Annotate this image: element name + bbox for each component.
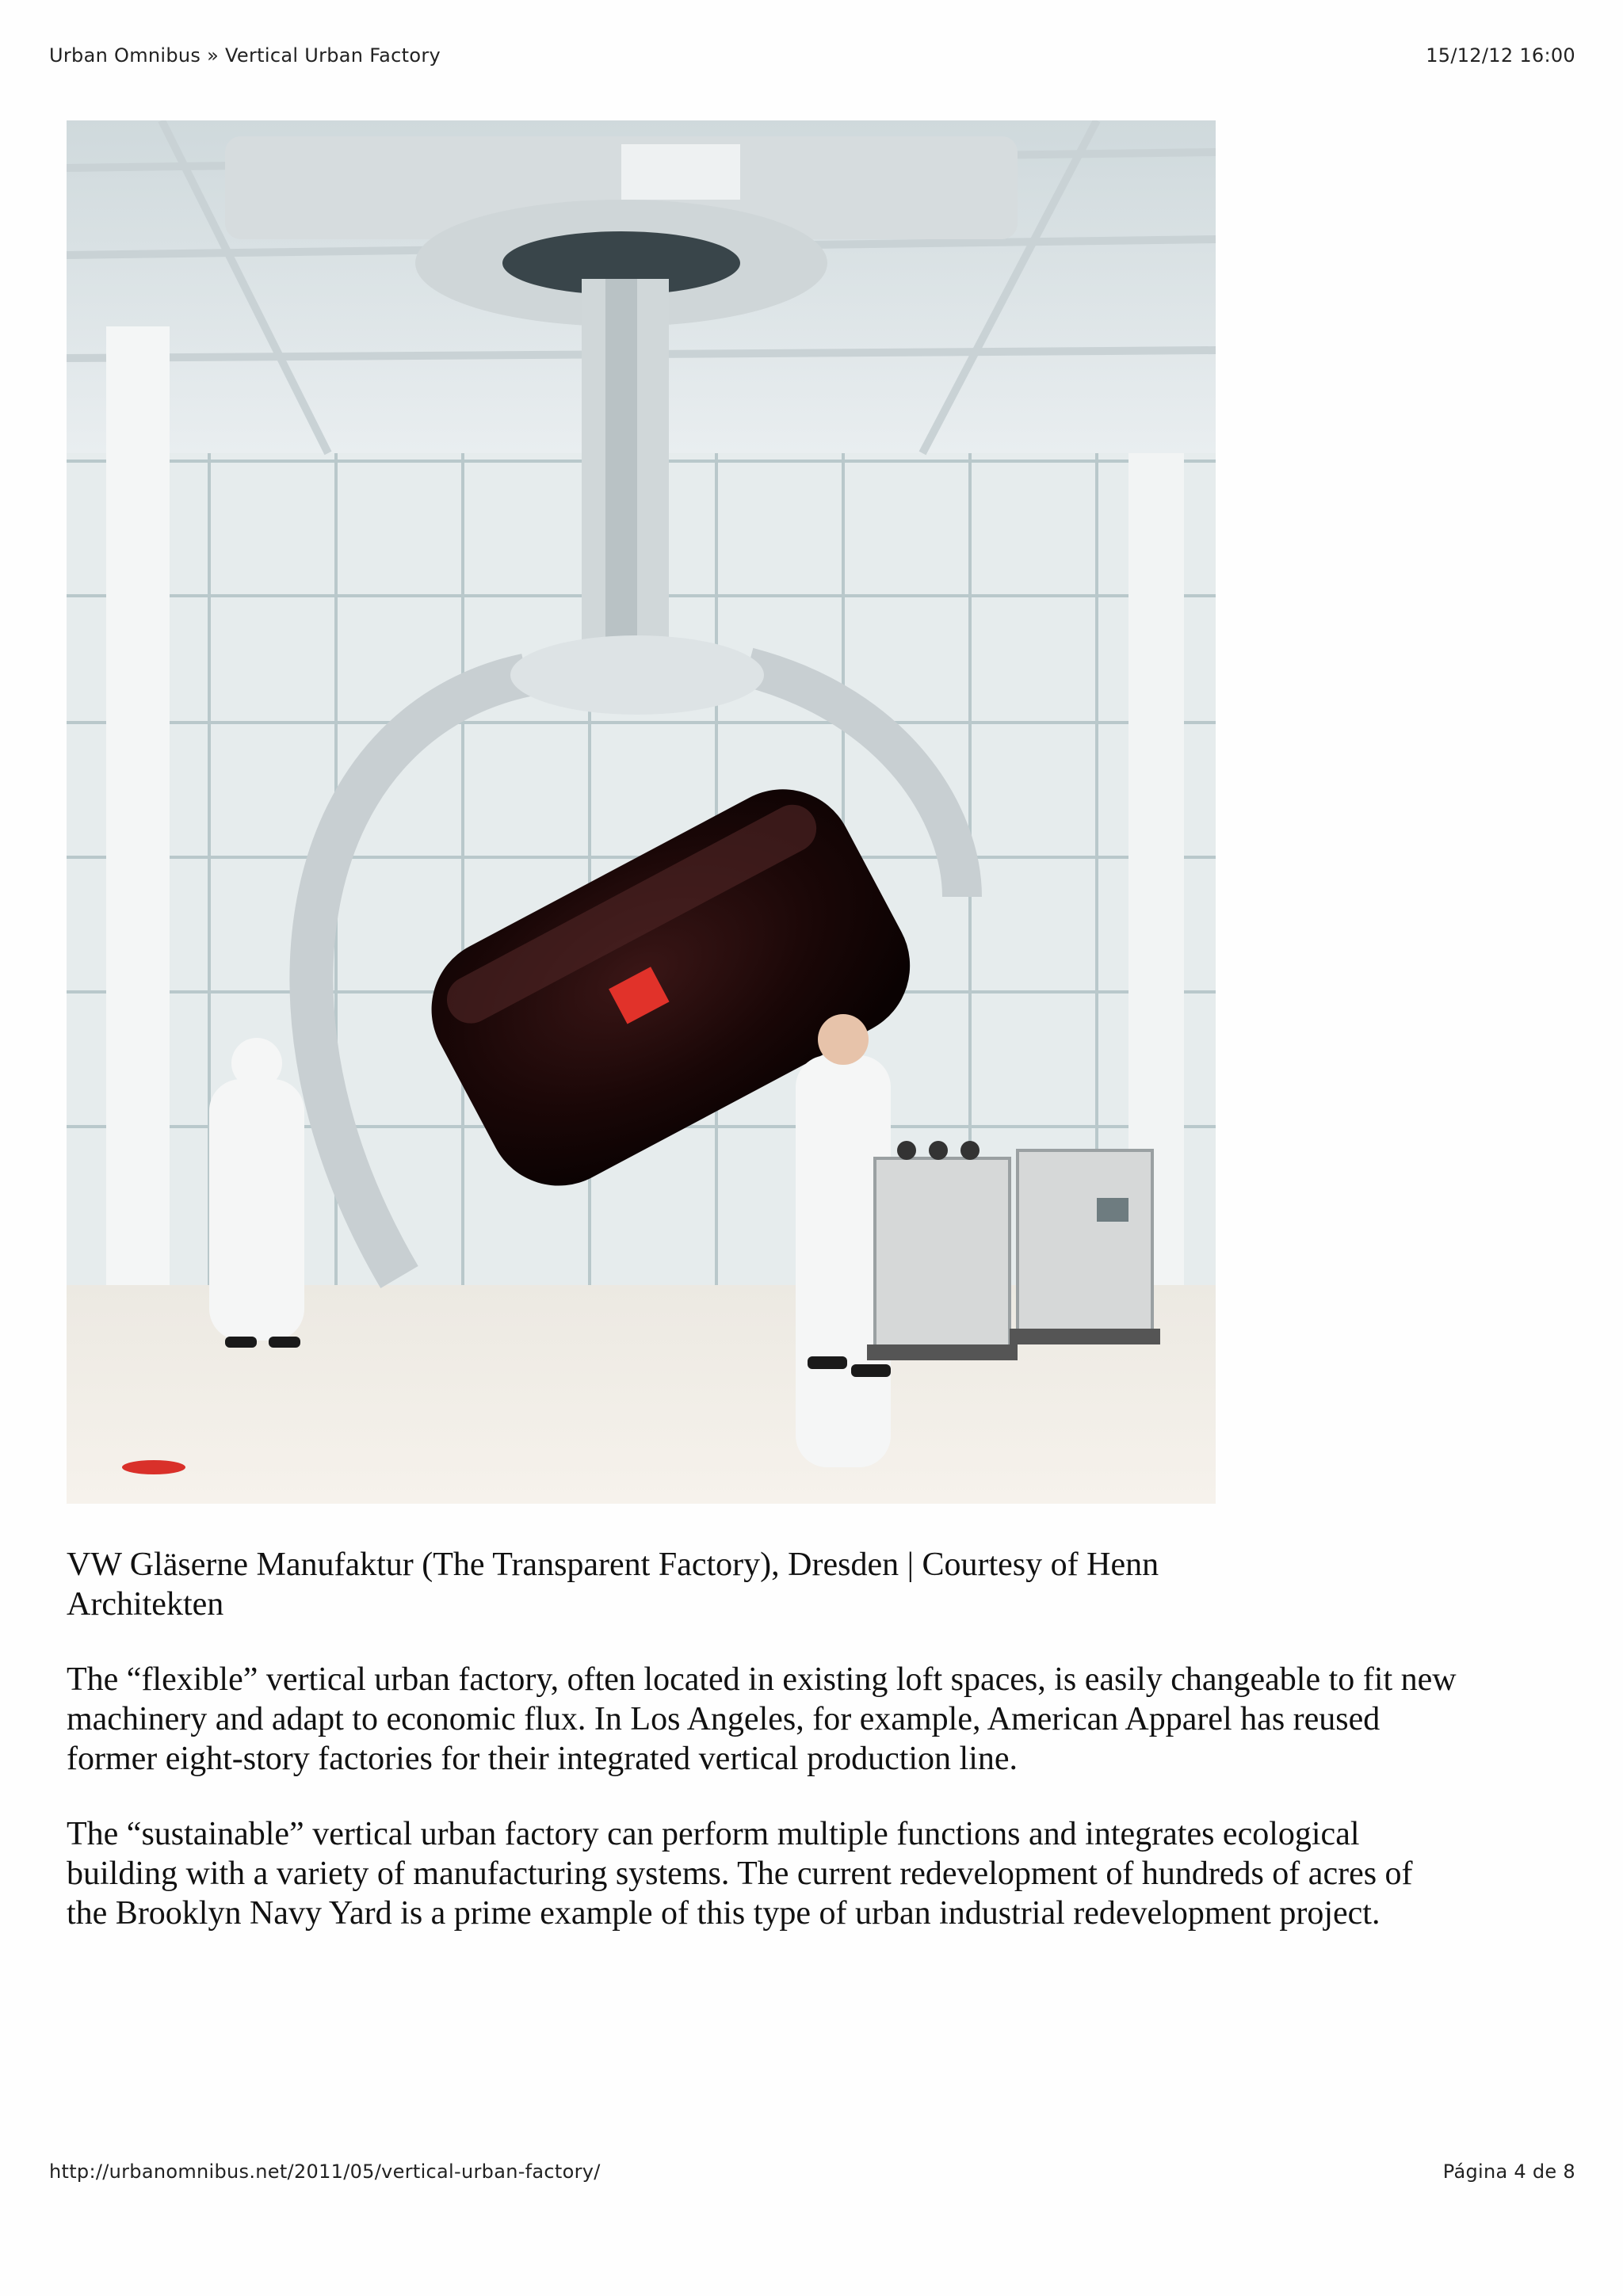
figure-caption: VW Gläserne Manufaktur (The Transparent Factory), Dresden | Courtesy of Henn Architekten	[67, 1547, 1159, 1623]
paragraph-flexible: The “flexible” vertical urban factory, often located in existing loft spaces, is easily changeable to fit new machinery and adapt to economic flux. In Los Angeles, for example, American Apparel has reused former eight-story factories for their integrated vertical production line.	[67, 1661, 1457, 1777]
factory-photo	[67, 120, 1216, 1504]
page-footer-pagination: Página 4 de 8	[1442, 2161, 1575, 2183]
paragraph-sustainable: The “sustainable” vertical urban factory can perform multiple functions and integrates ecological building with a variety of manufacturing systems. The current redevelopment of hundreds of acres of the Brooklyn Navy Yard is a prime example of this type of urban industrial redevelopment project.	[67, 1816, 1413, 1932]
page-header-title: Urban Omnibus » Vertical Urban Factory	[49, 44, 441, 67]
page-header-datetime: 15/12/12 16:00	[1426, 44, 1575, 67]
page-footer-url[interactable]: http://urbanomnibus.net/2011/05/vertical-urban-factory/	[49, 2161, 601, 2183]
